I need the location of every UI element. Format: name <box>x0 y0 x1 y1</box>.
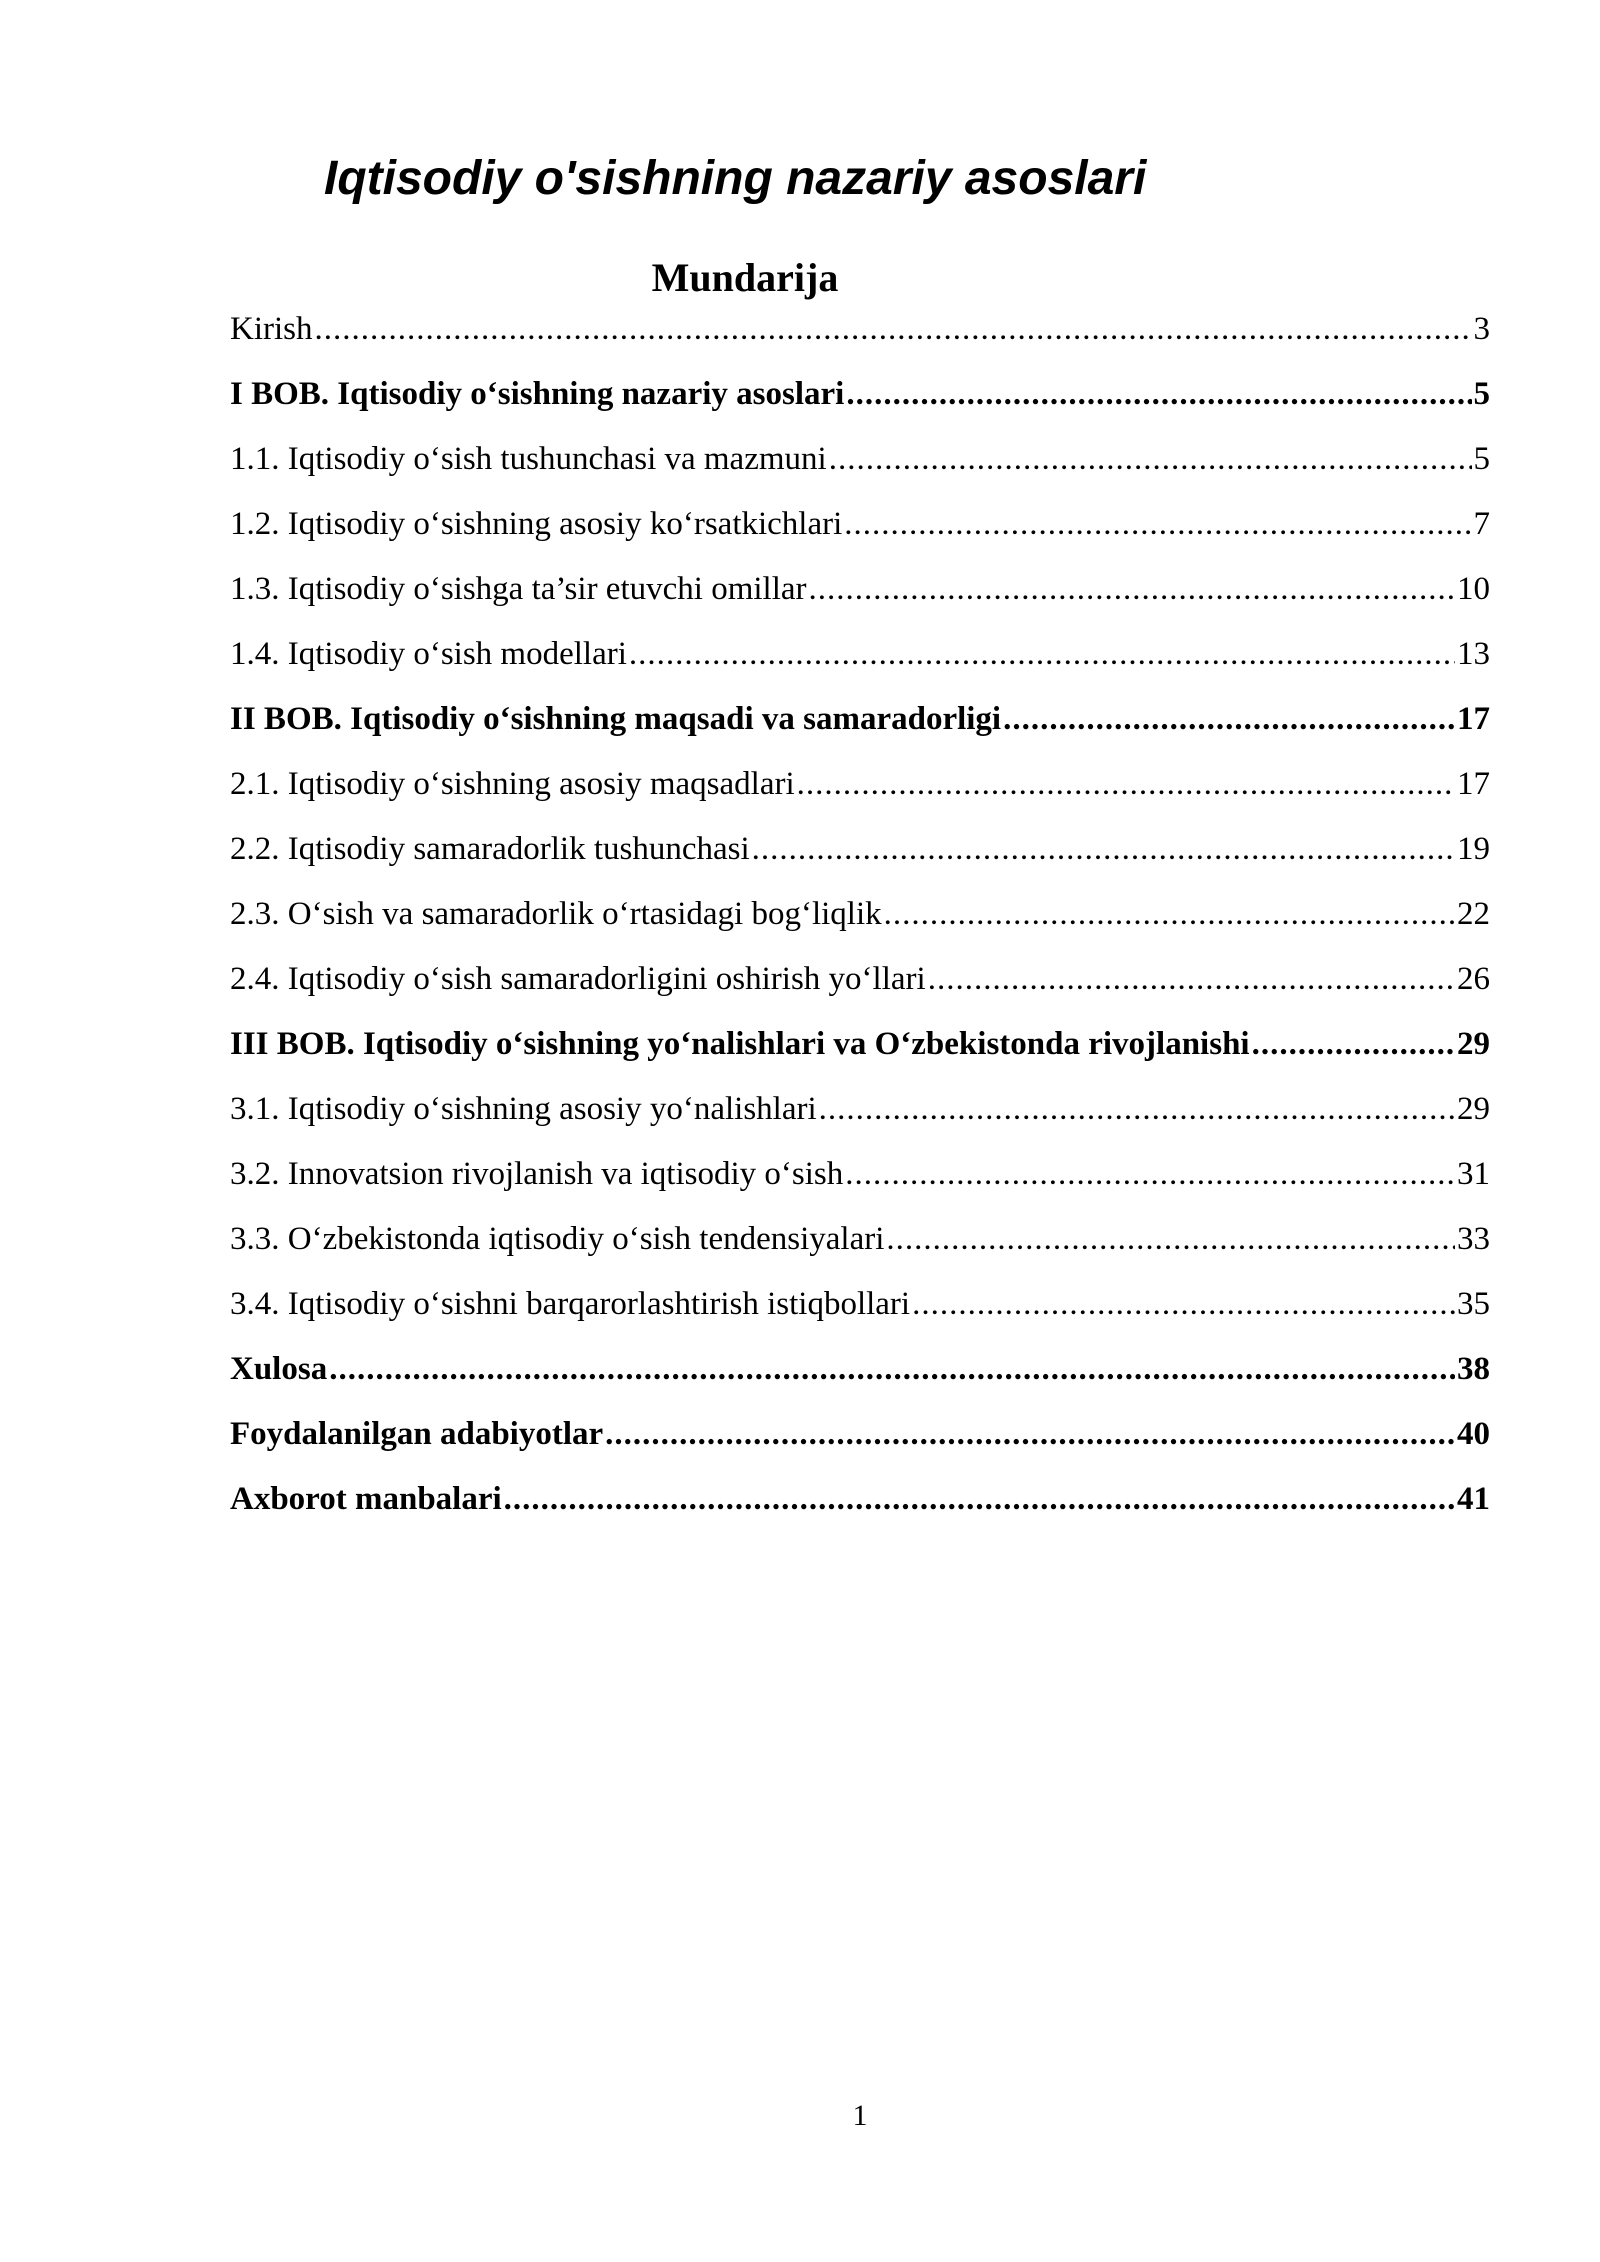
toc-entry <box>230 824 1490 874</box>
toc-entry-leader <box>797 759 1455 809</box>
toc-entry-label: 3.2. Innovatsion rivojlanish va iqtisodiy o‘sish <box>230 1156 844 1192</box>
toc-entry-label: III BOB. Iqtisodiy o‘sishning yo‘nalishlari va O‘zbekistonda rivojlanishi <box>230 1026 1250 1062</box>
toc-entry-leader <box>329 1344 1455 1394</box>
toc-entry-leader <box>845 1149 1455 1199</box>
toc-entry-leader <box>809 564 1455 614</box>
toc-entry <box>230 1344 1490 1394</box>
toc-entry <box>230 694 1490 744</box>
toc-entry <box>230 1279 1490 1329</box>
toc-entry-page: 5 <box>1473 376 1490 412</box>
toc-entry-label: 3.1. Iqtisodiy o‘sishning asosiy yo‘nalishlari <box>230 1091 817 1127</box>
toc-entry-leader <box>1003 694 1455 744</box>
toc-entry-page: 38 <box>1457 1351 1490 1387</box>
toc-entry-label: 1.2. Iqtisodiy o‘sishning asosiy ko‘rsatkichlari <box>230 506 843 542</box>
toc-entry <box>230 889 1490 939</box>
toc-entry-label: 2.1. Iqtisodiy o‘sishning asosiy maqsadlari <box>230 766 795 802</box>
toc-entry-page: 26 <box>1457 961 1490 997</box>
toc-entry-leader <box>629 629 1455 679</box>
toc-entry <box>230 759 1490 809</box>
toc-entry-label: 2.4. Iqtisodiy o‘sish samaradorligini oshirish yo‘llari <box>230 961 926 997</box>
toc-entry <box>230 1084 1490 1134</box>
toc-entry-leader <box>752 824 1455 874</box>
toc-entry-page: 17 <box>1457 701 1490 737</box>
toc-entry <box>230 954 1490 1004</box>
toc-entry-page: 3 <box>1473 311 1490 347</box>
toc-entry-label: 1.3. Iqtisodiy o‘sishga ta’sir etuvchi omillar <box>230 571 807 607</box>
toc-entry <box>230 499 1490 549</box>
toc-entry <box>230 1214 1490 1264</box>
toc-entry-label: II BOB. Iqtisodiy o‘sishning maqsadi va samaradorligi <box>230 701 1002 737</box>
toc-entry-page: 35 <box>1457 1286 1490 1322</box>
toc-entry-page: 40 <box>1457 1416 1490 1452</box>
toc-entry-label: Axborot manbalari <box>230 1481 502 1517</box>
toc-entry-label: 2.2. Iqtisodiy samaradorlik tushunchasi <box>230 831 750 867</box>
toc-entry-leader <box>912 1279 1455 1329</box>
toc-entry-label: 2.3. O‘sish va samaradorlik o‘rtasidagi bog‘liqlik <box>230 896 882 932</box>
toc-entry <box>230 564 1490 614</box>
toc-entry-leader <box>1252 1019 1455 1069</box>
toc-entry-label: Xulosa <box>230 1351 328 1387</box>
page-number: 1 <box>852 2099 868 2132</box>
toc-entry <box>230 1409 1490 1459</box>
toc-entry-label: I BOB. Iqtisodiy o‘sishning nazariy asoslari <box>230 376 845 412</box>
toc-entry-leader <box>504 1474 1455 1524</box>
toc-entry-page: 22 <box>1457 896 1490 932</box>
toc-entry-page: 29 <box>1457 1026 1490 1062</box>
toc-entry <box>230 434 1490 484</box>
toc-entry-page: 31 <box>1457 1156 1490 1192</box>
toc-entry-page: 10 <box>1457 571 1490 607</box>
toc-entry-page: 7 <box>1473 506 1490 542</box>
toc-entry-leader <box>829 434 1472 484</box>
toc-entry-page: 19 <box>1457 831 1490 867</box>
toc-entry-leader <box>846 369 1471 419</box>
toc-entry-label: Foydalanilgan adabiyotlar <box>230 1416 604 1452</box>
toc-entry <box>230 1149 1490 1199</box>
document-title: Iqtisodiy o'sishning nazariy asoslari <box>324 152 1147 205</box>
toc-entry-label: 3.4. Iqtisodiy o‘sishni barqarorlashtirish istiqbollari <box>230 1286 911 1322</box>
toc-entry-page: 41 <box>1457 1481 1490 1517</box>
toc-heading: Mundarija <box>651 255 839 300</box>
toc-entry-leader <box>886 1214 1455 1264</box>
toc-entry-label: Kirish <box>230 311 313 347</box>
toc-entry-leader <box>819 1084 1455 1134</box>
toc-entry-page: 17 <box>1457 766 1490 802</box>
toc-entry-label: 3.3. O‘zbekistonda iqtisodiy o‘sish tendensiyalari <box>230 1221 885 1257</box>
toc-entry-page: 5 <box>1473 441 1490 477</box>
toc-entry <box>230 1474 1490 1524</box>
toc-entry <box>230 629 1490 679</box>
toc-entry-label: 1.4. Iqtisodiy o‘sish modellari <box>230 636 627 672</box>
toc-entry-leader <box>315 304 1472 354</box>
toc-entry-leader <box>928 954 1455 1004</box>
toc-entry <box>230 1019 1490 1069</box>
toc-entry <box>230 369 1490 419</box>
toc-entry-leader <box>844 499 1471 549</box>
toc-entry-page: 29 <box>1457 1091 1490 1127</box>
toc-entry-page: 13 <box>1457 636 1490 672</box>
toc-entry-label: 1.1. Iqtisodiy o‘sish tushunchasi va mazmuni <box>230 441 827 477</box>
toc-entry <box>230 304 1490 354</box>
toc-entry-leader <box>884 889 1455 939</box>
toc-entry-page: 33 <box>1457 1221 1490 1257</box>
toc-entry-leader <box>605 1409 1455 1459</box>
